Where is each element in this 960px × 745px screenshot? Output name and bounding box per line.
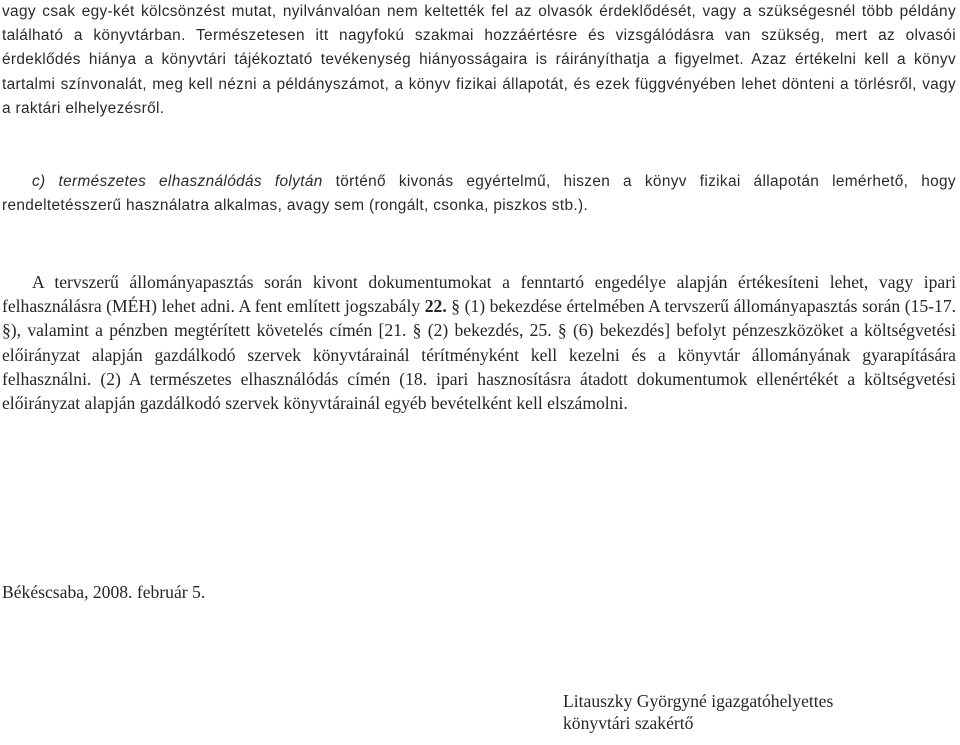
section-number: 22.: [424, 296, 447, 317]
signature-block: [563, 690, 833, 734]
paragraph-1-text: vagy csak egy-két kölcsönzést mutat, nyilvánvalóan nem keltették fel az olvasók érdeklődését, vagy a szükségesnél több példány található a könyvtárban. Természetesen itt nagyfokú szakmai hozzáértésre és vizsgálódásra van szükség, mert az olvasói érdeklődés hiánya a könyvtári tájékoztató tevékenység hiányosságaira is ráirányíthatja a figyelmet. Azaz értékelni kell a könyv tartalmi színvonalát, meg kell nézni a példányszámot, a könyv fizikai állapotát, és ezek függvényében lehet dönteni a törlésről, vagy a raktári elhelyezésről.: [2, 3, 956, 117]
place-date: Békéscsaba, 2008. február 5.: [2, 582, 206, 602]
paragraph-3-part-1: A tervszerű állományapasztás során kivont dokumentumokat a fenntartó engedélye alapján értékesíteni lehet, vagy ipari felhasználásra (MÉH) lehet adni. A fent említett jogszabály: [2, 272, 956, 317]
paragraph-2: [2, 170, 956, 218]
signature-title: könyvtári szakértő: [563, 713, 694, 733]
signature-name: Litauszky Györgyné igazgatóhelyettes: [563, 691, 834, 711]
paragraph-3-part-2: § (1) bekezdése értelmében A tervszerű állományapasztás során (15-17. §), valamint a pénzben megtérített követelés címén [21. § (2) bekezdés, 25. § (6) bekezdés] befolyt pénzeszközöket a költségvetési előirányzat alapján gazdálkodó szervek könyvtárainál térítményként kell kezelni és a könyvtár állományának gyarapítására felhasználni. (2) A természetes elhasználódás címén (18. ipari hasznosításra átadott dokumentumok ellenértékét a költségvetési előirányzat alapján gazdálkodó szervek könyvtárainál egyéb bevételként kell elszámolni.: [2, 296, 957, 414]
list-label: c): [32, 173, 46, 190]
paragraph-2-text: történő kivonás egyértelmű, hiszen a könyv fizikai állapotán lemérhető, hogy rendeltetésszerű használatra alkalmas, avagy sem (rongált, csonka, piszkos stb.).: [2, 173, 956, 215]
italic-lead: természetes elhasználódás folytán: [58, 173, 323, 190]
paragraph-1: [2, 0, 956, 121]
paragraph-3: [2, 270, 956, 415]
